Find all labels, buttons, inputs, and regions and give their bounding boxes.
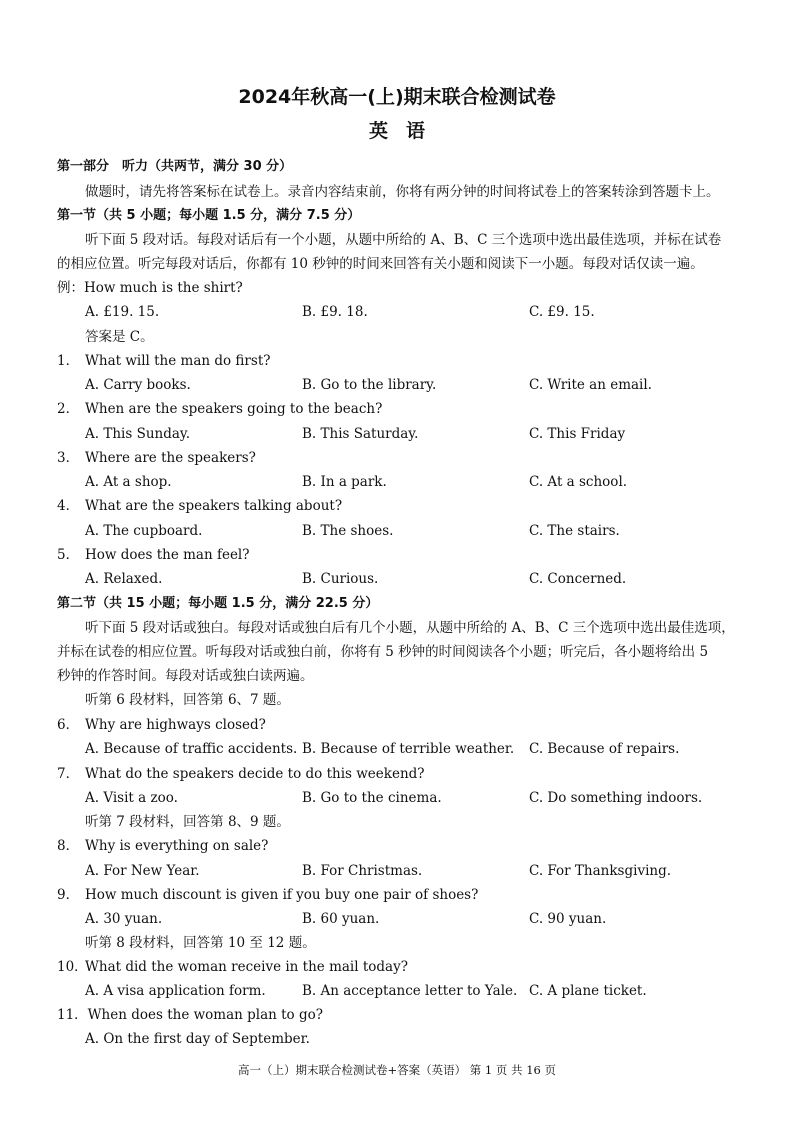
option-c: C. For Thanksgiving. xyxy=(529,863,672,879)
question-number: 1． xyxy=(57,353,80,369)
option-b: B. Because of terrible weather. xyxy=(302,741,515,757)
question-text: How much discount is given if you buy one pair of shoes? xyxy=(85,887,479,903)
option-a: A. 30 yuan. xyxy=(85,911,163,927)
example-option-c: C. £9. 15. xyxy=(529,304,595,320)
question-number: 7． xyxy=(57,766,80,782)
option-a: A. This Sunday. xyxy=(85,426,191,442)
option-c: C. 90 yuan. xyxy=(529,911,607,927)
option-b: B. 60 yuan. xyxy=(302,911,380,927)
exam-title: 2024年秋高一(上)期末联合检测试卷 xyxy=(238,86,556,108)
option-a: A. At a shop. xyxy=(85,474,172,490)
example-answer: 答案是 C。 xyxy=(85,329,154,345)
question-number: 2． xyxy=(57,401,80,417)
example-option-b: B. £9. 18. xyxy=(302,304,368,320)
section2-instruction-cont: 并标在试卷的相应位置。听每段对话或独白前，你将有 5 秒钟的时间阅读各个小题；听完后，各小题将给出 5 xyxy=(57,644,709,660)
section1-heading: 第一节（共 5 小题；每小题 1.5 分，满分 7.5 分） xyxy=(57,208,361,223)
question-text: Why is everything on sale? xyxy=(85,838,269,854)
option-b: B. This Saturday. xyxy=(302,426,419,442)
option-b: B. Go to the library. xyxy=(302,377,437,393)
subject-title: 英语 xyxy=(368,120,443,142)
option-c: C. The stairs. xyxy=(529,523,620,539)
option-c: C. Write an email. xyxy=(529,377,652,393)
question-number: 3． xyxy=(57,450,80,466)
material-8-note: 听第 8 段材料，回答第 10 至 12 题。 xyxy=(85,935,316,951)
question-text: What are the speakers talking about? xyxy=(85,498,343,514)
question-text: What will the man do first? xyxy=(85,353,271,369)
section1-instruction: 听下面 5 段对话。每段对话后有一个小题，从题中所给的 A、B、C 三个选项中选出最佳选项，并标在试卷 xyxy=(85,232,722,248)
option-a: A. Visit a zoo. xyxy=(85,790,178,806)
material-7-note: 听第 7 段材料，回答第 8、9 题。 xyxy=(85,814,290,830)
question-text: When are the speakers going to the beach? xyxy=(85,401,383,417)
option-c: C. A plane ticket. xyxy=(529,983,647,999)
question-number: 5． xyxy=(57,547,80,563)
option-a: A. Relaxed. xyxy=(85,571,163,587)
option-b: B. In a park. xyxy=(302,474,387,490)
option-c: C. This Friday xyxy=(529,426,626,442)
option-b: B. Curious. xyxy=(302,571,379,587)
question-text: What did the woman receive in the mail today? xyxy=(85,959,408,975)
section1-instruction-cont: 的相应位置。听完每段对话后，你都有 10 秒钟的时间来回答有关小题和阅读下一小题。每段对话仅读一遍。 xyxy=(57,256,704,272)
question-number: 10． xyxy=(57,959,88,975)
question-text: How does the man feel? xyxy=(85,547,250,563)
section2-heading: 第二节（共 15 小题；每小题 1.5 分，满分 22.5 分） xyxy=(57,596,379,611)
section2-instruction: 听下面 5 段对话或独白。每段对话或独白后有几个小题，从题中所给的 A、B、C 三个选项中选出最佳选项， xyxy=(85,620,735,636)
question-text: 11．When does the woman plan to go? xyxy=(57,1007,323,1023)
part1-heading: 第一部分 听力（共两节，满分 30 分） xyxy=(57,159,293,174)
page-footer: 高一（上）期末联合检测试卷+答案（英语） 第 1 页 共 16 页 xyxy=(237,1063,557,1077)
material-6-note: 听第 6 段材料，回答第 6、7 题。 xyxy=(85,692,290,708)
option-a: A. Because of traffic accidents. xyxy=(85,741,298,757)
question-text: Why are highways closed? xyxy=(85,717,266,733)
option-a: A. On the first day of September. xyxy=(85,1031,310,1047)
example-question: 例：How much is the shirt? xyxy=(57,280,243,296)
option-b: B. An acceptance letter to Yale. xyxy=(302,983,518,999)
section2-instruction-end: 秒钟的作答时间。每段对话或独白读两遍。 xyxy=(57,668,314,684)
question-number: 6． xyxy=(57,717,80,733)
option-b: B. Go to the cinema. xyxy=(302,790,442,806)
option-b: B. The shoes. xyxy=(302,523,394,539)
option-a: A. For New Year. xyxy=(85,863,200,879)
example-option-a: A. £19. 15. xyxy=(85,304,160,320)
option-a: A. Carry books. xyxy=(85,377,191,393)
option-c: C. Concerned. xyxy=(529,571,627,587)
option-a: A. The cupboard. xyxy=(85,523,203,539)
option-c: C. Because of repairs. xyxy=(529,741,680,757)
option-a: A. A visa application form. xyxy=(85,983,266,999)
question-number: 8． xyxy=(57,838,80,854)
question-number: 4． xyxy=(57,498,80,514)
option-c: C. At a school. xyxy=(529,474,628,490)
option-c: C. Do something indoors. xyxy=(529,790,703,806)
question-number: 9． xyxy=(57,887,80,903)
question-text: Where are the speakers? xyxy=(85,450,256,466)
question-text: What do the speakers decide to do this weekend? xyxy=(85,766,425,782)
part1-instruction: 做题时，请先将答案标在试卷上。录音内容结束前，你将有两分钟的时间将试卷上的答案转涂到答题卡上。 xyxy=(85,184,720,200)
option-b: B. For Christmas. xyxy=(302,863,423,879)
